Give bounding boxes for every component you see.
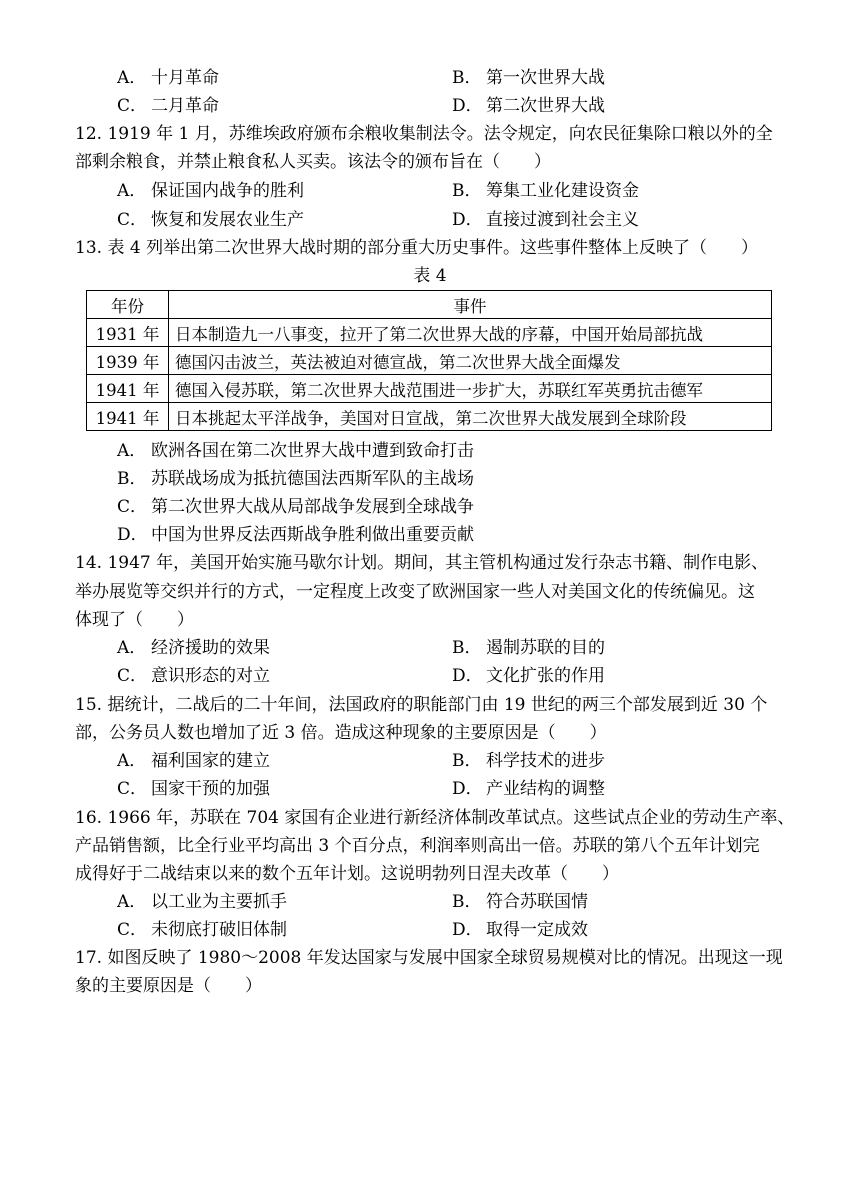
q17-stem-line-2: 象的主要原因是（ ） [75,976,262,996]
q16-stem-line-2: 产品销售额，比全行业平均高出 3 个百分点，利润率则高出一倍。苏联的第八个五年计划完 [75,836,760,856]
q14-stem-line-3: 体现了（ ） [75,610,194,630]
q15-option-b[interactable]: B． 科学技术的进步 [452,751,605,771]
table-caption: 表 4 [413,266,447,286]
q14-option-d[interactable]: D． 文化扩张的作用 [452,666,605,686]
table-row [87,347,772,375]
year-cell: 1941 年 [87,403,169,431]
event-cell: 德国闪击波兰，英法被迫对德宣战，第二次世界大战全面爆发 [169,347,772,375]
q15-option-c[interactable]: C． 国家干预的加强 [117,779,270,799]
q12-option-a[interactable]: A． 保证国内战争的胜利 [117,181,304,201]
q14-option-a[interactable]: A． 经济援助的效果 [117,638,270,658]
q16-stem-line-1: 16. 1966 年，苏联在 704 家国有企业进行新经济体制改革试点。这些试点企业的劳动生产率、 [75,808,795,828]
event-cell: 日本制造九一八事变，拉开了第二次世界大战的序幕，中国开始局部抗战 [169,319,772,347]
q11-option-a[interactable]: A． 十月革命 [117,68,219,88]
table-header-row [87,291,772,319]
q11-option-c[interactable]: C． 二月革命 [117,96,219,116]
q12-option-d[interactable]: D． 直接过渡到社会主义 [452,210,639,230]
year-cell: 1931 年 [87,319,169,347]
q12-stem-line-1: 12. 1919 年 1 月，苏维埃政府颁布余粮收集制法令。法令规定，向农民征集除口粮以外的全 [75,124,773,144]
q16-option-a[interactable]: A． 以工业为主要抓手 [117,892,287,912]
q12-stem-line-2: 部剩余粮食，并禁止粮食私人买卖。该法令的颁布旨在（ ） [75,152,551,172]
q16-option-d[interactable]: D． 取得一定成效 [452,920,588,940]
table-row [87,403,772,431]
q14-stem-line-1: 14. 1947 年，美国开始实施马歇尔计划。期间，其主管机构通过发行杂志书籍、制作电影、 [75,553,769,573]
q13-option-d[interactable]: D． 中国为世界反法西斯战争胜利做出重要贡献 [117,525,474,545]
table-row [87,375,772,403]
q11-option-d[interactable]: D． 第二次世界大战 [452,96,605,116]
q13-option-a[interactable]: A． 欧洲各国在第二次世界大战中遭到致命打击 [117,441,474,461]
q15-option-d[interactable]: D． 产业结构的调整 [452,779,605,799]
q12-option-b[interactable]: B． 筹集工业化建设资金 [452,181,639,201]
year-column-header: 年份 [87,291,169,319]
q16-option-c[interactable]: C． 未彻底打破旧体制 [117,920,287,940]
q14-option-c[interactable]: C． 意识形态的对立 [117,666,270,686]
q16-stem-line-3: 成得好于二战结束以来的数个五年计划。这说明勃列日涅夫改革（ ） [75,864,619,884]
q11-option-b[interactable]: B． 第一次世界大战 [452,68,605,88]
q17-stem-line-1: 17. 如图反映了 1980～2008 年发达国家与发展中国家全球贸易规模对比的情况。出现这一现 [75,948,783,968]
q16-option-b[interactable]: B． 符合苏联国情 [452,892,588,912]
q15-stem-line-2: 部，公务员人数也增加了近 3 倍。造成这种现象的主要原因是（ ） [75,723,607,743]
q14-option-b[interactable]: B． 遏制苏联的目的 [452,638,605,658]
q12-option-c[interactable]: C． 恢复和发展农业生产 [117,210,304,230]
q13-option-b[interactable]: B． 苏联战场成为抵抗德国法西斯军队的主战场 [117,469,474,489]
q15-stem-line-1: 15. 据统计，二战后的二十年间，法国政府的职能部门由 19 世纪的两三个部发展到近 30 个 [75,695,768,715]
event-column-header: 事件 [169,291,772,319]
q13-option-c[interactable]: C． 第二次世界大战从局部战争发展到全球战争 [117,497,474,517]
year-cell: 1939 年 [87,347,169,375]
table-row [87,319,772,347]
year-cell: 1941 年 [87,375,169,403]
q14-stem-line-2: 举办展览等交织并行的方式，一定程度上改变了欧洲国家一些人对美国文化的传统偏见。这 [75,582,755,602]
q13-stem-line-1: 13. 表 4 列举出第二次世界大战时期的部分重大历史事件。这些事件整体上反映了（ ） [75,238,759,258]
q15-option-a[interactable]: A． 福利国家的建立 [117,751,270,771]
events-table [86,290,772,431]
event-cell: 德国入侵苏联，第二次世界大战范围进一步扩大，苏联红军英勇抗击德军 [169,375,772,403]
event-cell: 日本挑起太平洋战争，美国对日宣战，第二次世界大战发展到全球阶段 [169,403,772,431]
